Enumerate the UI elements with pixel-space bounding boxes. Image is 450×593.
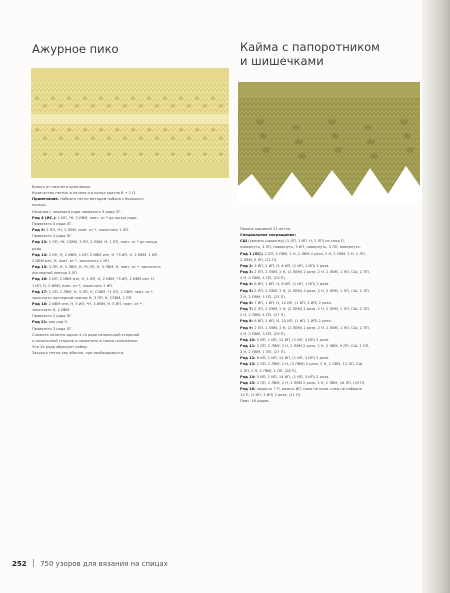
row-label: Ряд 16: — [32, 277, 48, 282]
eyelet-hole — [67, 128, 71, 131]
row-label: Ряд 8: — [240, 319, 254, 324]
eyelet-hole — [195, 96, 199, 99]
row-label: Ряд 14: — [32, 252, 48, 257]
right-instructions — [240, 226, 424, 405]
eyelet-hole — [211, 96, 215, 99]
eyelet-hole — [123, 136, 127, 139]
row-text: 3 ЛП, Н, 3 ЛВМ, Н, *5 ЛП, Н, 3 ЛВМ, Н, повт. от *, закончить — [47, 265, 161, 270]
bobble — [331, 133, 339, 139]
eyelet-hole — [83, 128, 87, 131]
eyelet-hole — [123, 104, 127, 107]
eyelet-hole — [139, 136, 143, 139]
row-text: Начиная с лицевого ряда провязать 3 ряда ЛГ. — [32, 209, 122, 214]
row-text: 2 Н, 2 ЛВМ, 4 ЛП, (23 П). — [240, 276, 286, 281]
row-label: Ряд 9: — [32, 228, 46, 233]
bobble — [292, 125, 300, 131]
row-label: Специальное сокращение: — [240, 233, 297, 238]
row-text: к изнаночной стороне и закрепить в таком положении. — [32, 338, 138, 343]
eyelet-hole — [179, 128, 183, 131]
row-label: Ряд 21: — [32, 320, 48, 325]
eyelet-hole — [131, 96, 135, 99]
eyelet-hole — [187, 136, 191, 139]
eyelet-hole — [107, 136, 111, 139]
row-text: 2 ЛП, 2 ЛВМ, 2 Н, (2 ЛВМ) 2 раза, 2 Н, 2 ЛВМ, 1 ЛП, СШ, 2 ЛП, — [253, 270, 370, 275]
bobble — [370, 153, 378, 159]
eyelet-hole — [91, 152, 95, 155]
row-text: Закрыть петли как обычно, при необходимости. — [32, 351, 125, 356]
row-label: Ряд 12: — [240, 356, 256, 361]
eyelet-hole — [51, 128, 55, 131]
bobble — [364, 125, 372, 131]
row-text: Эти 24 ряда образуют кайму. — [32, 345, 88, 350]
eyelet-hole — [147, 96, 151, 99]
eyelet-hole — [75, 152, 79, 155]
row-text: Провязать 4 ряда ЛГ. — [32, 221, 73, 226]
eyelet-hole — [99, 96, 103, 99]
bobble — [328, 119, 336, 125]
row-text: 2 ЛП, 2 ЛВМ, 2 Н, (2 ЛВМ) 2 раза, 2 Н, 2 ЛВМ, 1 ЛП, СШ, 2 ЛП, — [253, 307, 370, 312]
eyelet-hole — [91, 104, 95, 107]
bobble — [367, 139, 375, 145]
row-label: Ряд 7: — [240, 307, 254, 312]
bobble — [400, 119, 408, 125]
eyelet-hole — [203, 104, 207, 107]
footer-divider — [33, 559, 34, 567]
bobble — [259, 133, 267, 139]
row-label: Ряд 13: — [240, 362, 256, 367]
row-text: 2 ЛП, 2 Н, 2 ЛВМ, 1 ЛП, (28 П). — [240, 368, 297, 373]
eyelet-hole — [195, 128, 199, 131]
eyelet-hole — [219, 104, 223, 107]
row-text: Провязать 3 ряда ЛГ. — [32, 326, 73, 331]
row-label: Ряд 9: — [240, 325, 254, 330]
eyelet-hole — [115, 96, 119, 99]
eyelet-hole — [163, 128, 167, 131]
eyelet-hole — [219, 136, 223, 139]
eyelet-hole — [211, 128, 215, 131]
eyelet-hole — [163, 96, 167, 99]
eyelet-hole — [75, 136, 79, 139]
bobble — [403, 133, 411, 139]
row-label: Ряд 18: — [32, 301, 48, 306]
row-label: Ряд 16: — [240, 387, 256, 392]
eyelet-hole — [59, 104, 63, 107]
right-title-line-2: и шишечками — [240, 54, 324, 68]
row-label: Ряд 15: — [32, 265, 48, 270]
row-text: 2 ЛП, *Н, 2 ЛВМ, повт. от *, закончить 1 ЛП. — [45, 228, 130, 233]
row-label: Ряд 4 (ИС.): — [32, 215, 57, 220]
row-label: Ряд 11: — [240, 343, 256, 348]
row-text: 2 Н, 2 ЛВМ, 1 ЛП, (27 П). — [240, 350, 286, 355]
row-label: Ряд 15: — [240, 380, 256, 385]
page-footer — [12, 559, 168, 568]
eyelet-hole — [43, 136, 47, 139]
row-text: 1 ЛП, 2 ЛВМ, Н, 3 ЛП, Н, СЗВМ, *1 ЛП, 2 ЛВМ, повт. от *, — [47, 289, 154, 294]
row-text: 1 ИП, *Н, 2 ИВМ, повт. от * до конца ряда. — [56, 215, 138, 220]
eyelet-hole — [67, 96, 71, 99]
row-label: Ряд 17: — [32, 289, 48, 294]
row-text: 5 ИП, 1 ИП, 14 ИП, (1 ИП, 3 ИП) 2 раза. — [255, 374, 330, 379]
row-label: Ряд 13: — [32, 240, 48, 245]
book-gutter-shadow — [422, 0, 450, 593]
eyelet-hole — [35, 128, 39, 131]
right-pattern-title — [240, 40, 420, 68]
bobble — [298, 153, 306, 159]
eyelet-hole — [43, 152, 47, 155]
eyelet-hole — [99, 128, 103, 131]
row-text: закончить последний повтор Н, 3 ЛП, Н, СЗВМ, 1 ЛП. — [32, 295, 133, 300]
row-text: 2 ИП, Н, 2 ИВМ, 1 ИП, 2 ИВМ изн, Н, *3 ИП, Н, 2 ИВМ, 1 ИП, — [47, 252, 159, 257]
eyelet-hole — [155, 136, 159, 139]
row-text: 2 ЛВМ, 5 ЛП, (21 П). — [240, 257, 278, 262]
eyelet-hole — [203, 152, 207, 155]
row-text: закрыть 7 П, вязать ИП, пока не пров. след не набрано — [255, 387, 362, 392]
row-text: пальца. — [32, 203, 47, 208]
fern-bobble-edging-swatch-photo — [238, 82, 420, 204]
eyelet-hole — [171, 104, 175, 107]
eyelet-hole — [43, 104, 47, 107]
row-label: СШ — [240, 239, 248, 244]
row-text: 2 ИВМ изн, Н, повт. от *, закончить 2 ИП. — [32, 258, 110, 263]
row-text: Полоса шириной 21 петля. — [240, 227, 291, 231]
row-text: закончить Н, 2 ИВМ. — [32, 308, 71, 313]
bobble — [406, 147, 414, 153]
row-text: последний повтор 3 ЛП. — [32, 271, 79, 276]
row-text: 2 ЛП, 2 ЛВМ, 2 Н, 2 ЛВМ 2 раза, 2 Н, 2 ЛВМ, 16 ЛП, (29 П). — [255, 380, 366, 385]
eyelet-hole — [155, 152, 159, 155]
eyelet-hole — [187, 104, 191, 107]
instruction-line — [240, 398, 424, 404]
eyelet-hole — [203, 136, 207, 139]
row-text: 6 ИП, 1 ИП, 14 ИП, (1 ИП, 3 ИП) 2 раза. — [255, 356, 330, 361]
row-text: Провязать 3 ряда ЛГ. — [32, 234, 73, 239]
row-text: Набрать петли методом набора с большого — [59, 197, 144, 202]
row-label: Примечание. — [32, 197, 60, 202]
eyelet-hole — [187, 152, 191, 155]
row-text: 8 ИП, 1 ИП, Н, 8 ИП, (1 ИП, 1 ИП) 2 раза. — [253, 282, 330, 287]
row-text: 2 ИП, 2 ИВМ изн, Н, 1 ИП, Н, 2 ИВМ, *3 ИП, 2 ИВМ изн, Н, — [47, 277, 155, 282]
row-text: 5 ИП, 1 ИП, 12 ИП, (1 ИП, 3 ИП) 2 раза. — [255, 337, 330, 342]
eyelet-hole — [147, 128, 151, 131]
eyelet-hole — [123, 152, 127, 155]
row-text: 7 ИП, 1 ИП, Н, 10 ИП, (1 ИП, 3 ИП) 2 раза. — [253, 300, 332, 305]
bobble — [256, 119, 264, 125]
row-label: Ряд 2: — [240, 263, 254, 268]
row-text: ряда. — [32, 246, 43, 251]
row-text: (связать шишечку) (1 ЛП, 1 ИП, Н, 1 ЛП) из след П, — [247, 239, 345, 244]
book-title: 750 узоров для вязания на спицах — [40, 560, 168, 568]
row-label: Ряд 1 (ЛС): — [240, 251, 264, 256]
eyelet-hole — [75, 104, 79, 107]
row-label: Ряд 10: — [240, 337, 256, 342]
row-text: Повт. 16 рядов. — [240, 399, 270, 404]
row-text: 2 ЛП, 2 ЛВМ, 2 Н, 2 ЛВМ 2 раза, 2 Н, 2 ЛВМ, 2 Н, 2 ЛП, — [263, 251, 366, 256]
row-label: Ряд 14: — [240, 374, 256, 379]
left-instructions — [32, 184, 228, 356]
row-text: Вязать от нижнего края вверх. — [32, 185, 92, 189]
row-text: 2 ЛП, 2 ЛВМ, 2 Н, 2 ЛВМ 2 раза, 2 Н, 2 ЛВМ, 9 ЛП, СШ, 1 ЛП, — [255, 343, 370, 348]
eyelet-hole — [91, 136, 95, 139]
eyelet-hole — [107, 152, 111, 155]
lace-picot-swatch-photo — [31, 68, 229, 178]
row-text: 2 Н, 2 ЛВМ, 5 ЛП, (25 П). — [240, 294, 286, 299]
row-label: Ряд 5: — [240, 288, 254, 293]
row-label: Ряд 4: — [240, 282, 254, 287]
row-text: 2 ЛП, 2 ЛВМ, 2 Н, (2 ЛВМ) 2 раза, 2 Н, 2 ЛВМ, 11 ЛП, СШ, — [255, 362, 364, 367]
bobble — [262, 147, 270, 153]
eyelet-hole — [171, 152, 175, 155]
row-text: 1 ЛП, *Н, СЗВМ, 3 ЛП, 2 ЛВМ, Н, 1 ЛП, повт. от * до конца — [47, 240, 158, 245]
row-text: 6 ИП, 1 ИП, Н, 10 ИП, (1 ИП, 1 ИП) 2 раза. — [253, 319, 332, 324]
eyelet-hole — [219, 152, 223, 155]
row-text: 2 ИВМ изн, Н, 5 ИП, *Н, 3 ИВМ, Н, 5 ИП, повт. от *, — [47, 301, 143, 306]
row-text: 2 Н, 2 ЛВМ, 3 ЛП, (29 П). — [240, 331, 286, 336]
eyelet-hole — [51, 96, 55, 99]
eyelet-hole — [155, 104, 159, 107]
eyelet-hole — [139, 152, 143, 155]
row-label: Ряд 3: — [240, 270, 254, 275]
row-text: Количество петель в начале и в конце кратно 8 + 1 П. — [32, 191, 137, 196]
eyelet-hole — [131, 128, 135, 131]
row-text: 2 Н, 2 ЛВМ, 4 ЛП, (27 П). — [240, 313, 286, 318]
eyelet-hole — [115, 128, 119, 131]
row-text: повернуть, 3 ЛП, повернуть, 3 ИП, повернуть, 3 ЛП, повернуть. — [240, 245, 361, 250]
row-text: Провязать 2 ряда ЛГ. — [32, 314, 73, 319]
eyelet-hole — [171, 136, 175, 139]
row-text: 2 ЛП, 2 ЛВМ, 2 Н, (2 ЛВМ) 2 раза, 2 Н, 2 ЛВМ, 1 ЛП, СШ, 2 ЛП, — [253, 325, 370, 330]
eyelet-hole — [59, 136, 63, 139]
left-pattern-title: Ажурное пико — [32, 42, 119, 56]
row-text: Сложить полотно вдоль 4-го ряда изнаночной стороной — [32, 332, 140, 337]
row-label: Ряд 6: — [240, 300, 254, 305]
eyelet-hole — [179, 96, 183, 99]
row-text: 3 ИП, 1 ИП, Н, 8 ИП, (1 ИП, 1 ИП) 2 раза. — [253, 263, 330, 268]
row-text: 13 П, (1 ИП, 3 ИП) 2 раза, (21 П). — [240, 393, 302, 398]
row-text: как ряд 9. — [47, 320, 68, 325]
bobble — [295, 139, 303, 145]
right-title-line-1: Кайма с папоротником — [240, 40, 380, 54]
row-text: 1 ИП, Н, 2 ИВМ, повт. от *, закончить 2 ИП. — [32, 283, 114, 288]
eyelet-hole — [107, 104, 111, 107]
bobble — [334, 147, 342, 153]
instruction-line — [32, 350, 228, 356]
eyelet-hole — [139, 104, 143, 107]
eyelet-hole — [83, 96, 87, 99]
eyelet-hole — [59, 152, 63, 155]
eyelet-hole — [35, 96, 39, 99]
row-text: 2 ЛП, 2 ЛВМ, 2 Н, (2 ЛВМ) 3 раза, 2 Н, 2 ЛВМ, 1 ЛП, СШ, 2 ЛП, — [253, 288, 370, 293]
page-number: 252 — [12, 560, 27, 568]
